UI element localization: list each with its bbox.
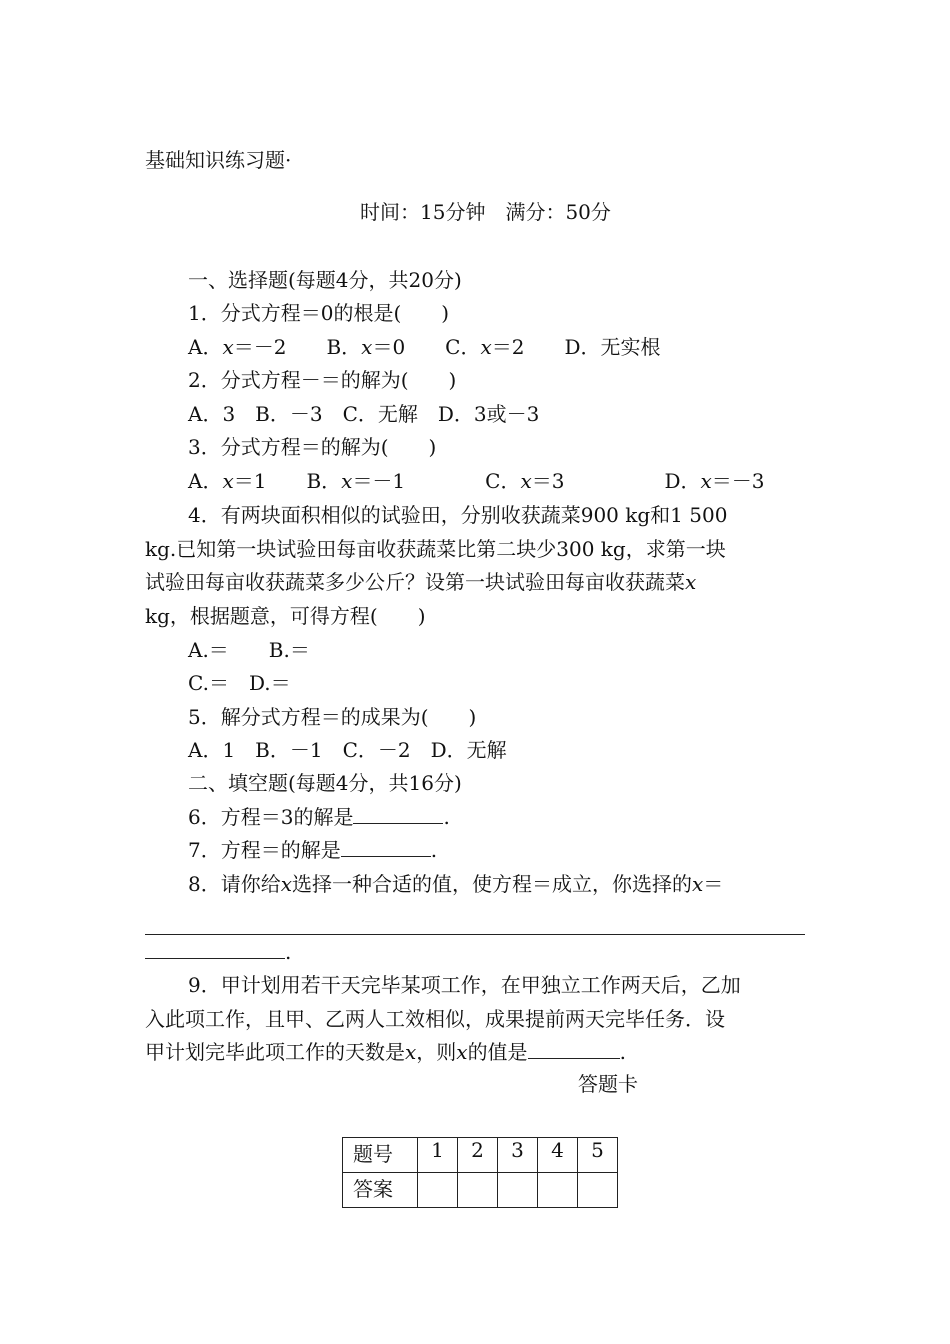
question-4-options-cd: C.＝ D.＝ [188,671,291,695]
question-6: 6．方程＝3的解是 . [188,805,450,829]
question-5-stem: 5．解分式方程＝的成果为( ) [188,705,477,729]
answer-blank-line [145,934,805,935]
question-4-options-ab: A.＝ B.＝ [188,638,310,662]
question-4-line-4: kg，根据题意，可得方程( ) [145,604,426,628]
question-8: 8．请你给x选择一种合适的值，使方程＝成立，你选择的x＝ [188,872,724,896]
question-9-line-2: 入此项工作，且甲、乙两人工效相似，成果提前两天完毕任务．设 [145,1007,725,1031]
answer-blank [353,805,443,824]
question-9-line-3: 甲计划完毕此项工作的天数是x，则x的值是 . [145,1040,626,1064]
answer-blank [528,1040,620,1059]
question-4-line-1: 4．有两块面积相似的试验田，分别收获蔬菜900 kg和1 500 [188,503,728,527]
question-3-stem: 3．分式方程＝的解为( ) [188,435,437,459]
question-2-options: A．3 B．－3 C．无解 D．3或－3 [188,402,540,426]
question-8-blank-end: . [145,938,291,966]
question-9-line-1: 9．甲计划用若干天完毕某项工作，在甲独立工作两天后，乙加 [188,973,741,997]
table-row [343,1173,618,1208]
question-number-cell: 1 [418,1138,458,1173]
section-heading-fill: 二、填空题(每题4分，共16分) [188,771,462,795]
answer-cell[interactable] [418,1173,458,1208]
question-number-cell: 2 [458,1138,498,1173]
answer-card-table [342,1137,618,1208]
question-number-cell: 4 [538,1138,578,1173]
document-title: 基础知识练习题· [145,148,292,172]
question-number-cell: 3 [498,1138,538,1173]
answer-cell[interactable] [498,1173,538,1208]
answer-cell[interactable] [578,1173,618,1208]
question-2-stem: 2．分式方程－＝的解为( ) [188,368,457,392]
question-number-cell: 5 [578,1138,618,1173]
time-score-info: 时间：15分钟 满分：50分 [360,200,611,224]
answer-card-title: 答题卡 [578,1072,638,1096]
question-7: 7．方程＝的解是 . [188,838,438,862]
answer-blank [145,940,285,959]
answer-cell[interactable] [458,1173,498,1208]
answer-blank [341,838,431,857]
question-4-line-2: kg.已知第一块试验田每亩收获蔬菜比第二块少300 kg，求第一块 [145,537,726,561]
section-heading-choice: 一、选择题(每题4分，共20分) [188,268,462,292]
row-label-number: 题号 [343,1138,418,1173]
row-label-answer: 答案 [343,1173,418,1208]
question-3-options: A．x＝1 B．x＝－1 C．x＝3 D．x＝－3 [188,469,765,493]
answer-cell[interactable] [538,1173,578,1208]
question-1-stem: 1．分式方程＝0的根是( ) [188,301,450,325]
question-1-options: A．x＝－2 B．x＝0 C．x＝2 D．无实根 [188,335,661,359]
table-row [343,1138,618,1173]
question-4-line-3: 试验田每亩收获蔬菜多少公斤？设第一块试验田每亩收获蔬菜x [145,570,697,594]
question-5-options: A．1 B．－1 C．－2 D．无解 [188,738,507,762]
